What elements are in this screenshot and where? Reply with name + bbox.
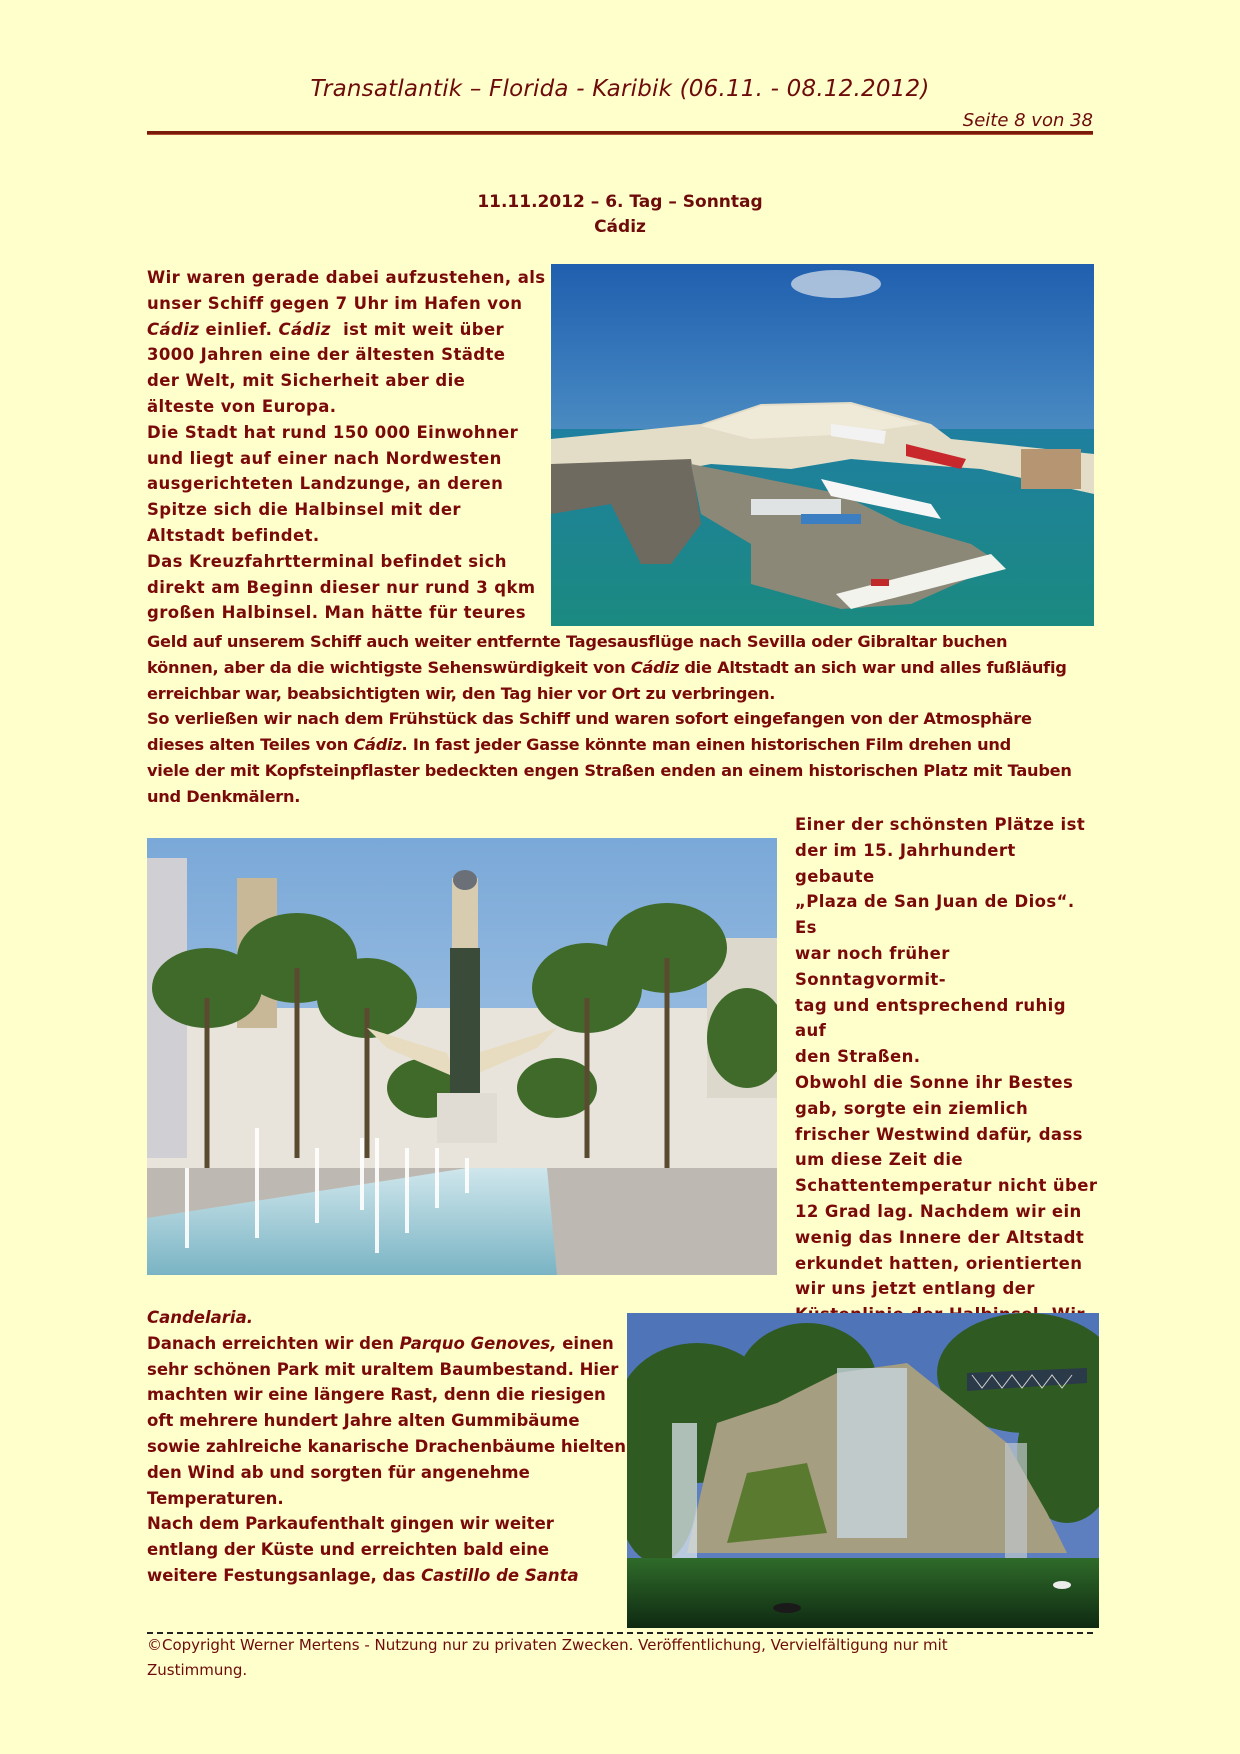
text-line: sehr schönen Park mit uraltem Baumbestand. Hier: [147, 1359, 619, 1379]
header-divider: [147, 131, 1093, 135]
text-line: So verließen wir nach dem Frühstück das Schiff und waren sofort eingefangen von der Atmosphäre: [147, 709, 1032, 729]
text-line: unser Schiff gegen 7 Uhr im Hafen von: [147, 293, 523, 313]
italic-term: Parquo Genoves,: [399, 1333, 557, 1353]
text-line: wir uns jetzt entlang der: [795, 1279, 1035, 1299]
copyright-notice: [147, 1633, 1047, 1683]
parque-genoves-waterfall-photo: [627, 1313, 1099, 1628]
text-line: tag und entsprechend ruhig auf: [795, 995, 1066, 1041]
text-line: Temperaturen.: [147, 1488, 284, 1508]
paragraph-plan: [147, 629, 1097, 810]
text-line: Geld auf unserem Schiff auch weiter entfernte Tagesausflüge nach Sevilla oder Gibraltar buchen: [147, 632, 1008, 651]
text-line: oft mehrere hundert Jahre alten Gummibäume: [147, 1411, 580, 1431]
italic-term: Cádiz: [630, 657, 679, 677]
text-line: Das Kreuzfahrtterminal befindet sich: [147, 551, 507, 571]
text-line: um diese Zeit die: [795, 1150, 963, 1170]
text-line: frischer Westwind dafür, dass: [795, 1124, 1083, 1144]
italic-term: Cádiz: [147, 319, 200, 339]
text-line: Schattentemperatur nicht über: [795, 1176, 1098, 1196]
text-line: Wir waren gerade dabei aufzustehen, als: [147, 268, 546, 287]
page-indicator: Seite 8 von 38: [962, 110, 1093, 131]
text-line: 12 Grad lag. Nachdem wir ein: [795, 1201, 1082, 1221]
text-line: ausgerichteten Landzunge, an deren: [147, 474, 504, 494]
paragraph-intro: [147, 265, 547, 626]
text-line: können, aber da die wichtigste Sehenswürdigkeit von Cádiz die Altstadt an sich war und alles fußläufig: [147, 657, 1067, 677]
text-line: [147, 1305, 627, 1331]
copyright-line: ©Copyright Werner Mertens - Nutzung nur zu privaten Zwecken. Veröffentlichung, Vervielfältigung nur mit: [147, 1636, 948, 1654]
text-line: Spitze sich die Halbinsel mit der: [147, 500, 461, 520]
italic-term: Candelaria.: [147, 1308, 253, 1327]
italic-term: Cádiz: [278, 319, 331, 339]
text-line: der Welt, mit Sicherheit aber die: [147, 371, 466, 391]
text-line: erreichbar war, beabsichtigten wir, den Tag hier vor Ort zu verbringen.: [147, 683, 776, 703]
copyright-line: Zustimmung.: [147, 1661, 248, 1679]
italic-term: Cádiz: [353, 735, 402, 755]
text-line: Obwohl die Sonne ihr Bestes: [795, 1072, 1074, 1092]
text-line: Nach dem Parkaufenthalt gingen wir weiter: [147, 1514, 554, 1534]
text-line: Altstadt befindet.: [147, 525, 320, 545]
text-line: viele der mit Kopfsteinpflaster bedeckten engen Straßen enden an einem historischen Platz mit Tauben: [147, 760, 1072, 780]
text-line: älteste von Europa.: [147, 396, 337, 416]
text-line: Die Stadt hat rund 150 000 Einwohner: [147, 422, 519, 442]
text-line: der im 15. Jahrhundert gebaute: [795, 840, 1016, 886]
text-line: und Denkmälern.: [147, 786, 301, 806]
text-line: sowie zahlreiche kanarische Drachenbäume hielten: [147, 1436, 626, 1456]
day-location: Cádiz: [594, 217, 646, 237]
cadiz-harbor-aerial-photo: [551, 264, 1094, 626]
italic-term: Castillo de Santa: [421, 1565, 579, 1585]
text-line: gab, sorgte ein ziemlich: [795, 1098, 1029, 1118]
text-line: wenig das Innere der Altstadt: [795, 1227, 1085, 1247]
text-line: dieses alten Teiles von Cádiz. In fast jeder Gasse könnte man einen historischen Film drehen und: [147, 735, 1012, 755]
day-date-line: 11.11.2012 – 6. Tag – Sonntag: [477, 192, 763, 212]
text-line: großen Halbinsel. Man hätte für teures: [147, 603, 526, 623]
text-line: den Straßen.: [795, 1047, 921, 1067]
day-heading: [0, 190, 1240, 240]
text-line: Danach erreichten wir den Parquo Genoves, einen: [147, 1333, 614, 1353]
document-title: Transatlantik – Florida - Karibik (06.11. - 08.12.2012): [310, 76, 930, 102]
text-line: Einer der schönsten Plätze ist: [795, 815, 1086, 834]
text-line: 3000 Jahren eine der ältesten Städte: [147, 345, 506, 365]
text-line: weitere Festungsanlage, das Castillo de Santa: [147, 1565, 579, 1585]
paragraph-park: [147, 1305, 627, 1589]
text-line: Cádiz einlief. Cádiz ist mit weit über: [147, 319, 505, 339]
text-line: entlang der Küste und erreichten bald eine: [147, 1540, 550, 1560]
plaza-san-juan-de-dios-photo: [147, 838, 777, 1275]
text-line: „Plaza de San Juan de Dios“. Es: [795, 892, 1075, 938]
text-line: direkt am Beginn dieser nur rund 3 qkm: [147, 577, 536, 597]
text-line: war noch früher Sonntagvormit-: [795, 943, 950, 989]
text-line: machten wir eine längere Rast, denn die riesigen: [147, 1385, 606, 1405]
text-line: den Wind ab und sorgten für angenehme: [147, 1462, 530, 1482]
text-line: und liegt auf einer nach Nordwesten: [147, 448, 502, 468]
text-line: erkundet hatten, orientierten: [795, 1253, 1083, 1273]
